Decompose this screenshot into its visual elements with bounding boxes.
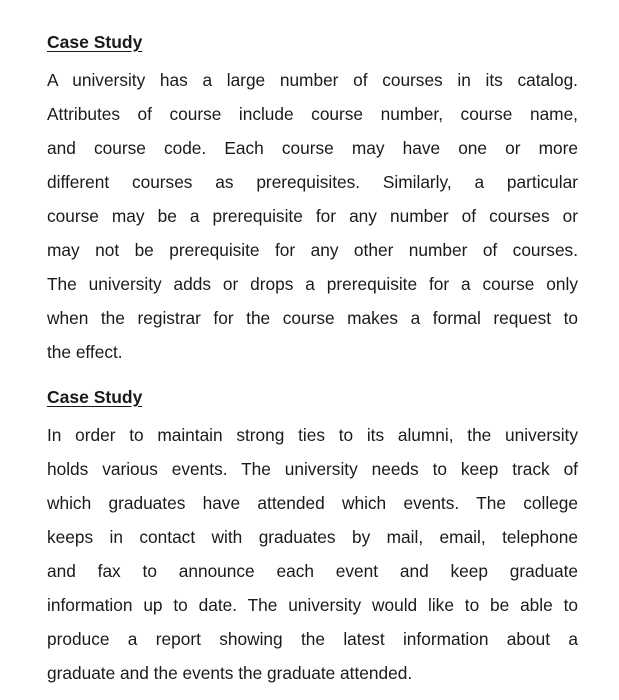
paragraph-line: which graduates have attended which events. The college xyxy=(47,493,578,513)
paragraph-line: produce a report showing the latest information about a xyxy=(47,629,578,649)
case-study-section-2 xyxy=(47,385,578,690)
section-heading: Case Study xyxy=(47,32,143,52)
paragraph-line: Attributes of course include course number, course name, xyxy=(47,104,578,124)
section-paragraph xyxy=(47,418,578,690)
case-study-section-1 xyxy=(47,30,578,369)
paragraph-line: when the registrar for the course makes a formal request to xyxy=(47,308,578,328)
section-heading: Case Study xyxy=(47,387,143,407)
paragraph-line: different courses as prerequisites. Similarly, a particular xyxy=(47,172,578,192)
paragraph-line: the effect. xyxy=(47,342,123,362)
paragraph-line: graduate and the events the graduate attended. xyxy=(47,663,413,683)
paragraph-line: may not be prerequisite for any other number of courses. xyxy=(47,240,578,260)
paragraph-line: holds various events. The university needs to keep track of xyxy=(47,459,578,479)
paragraph-line: In order to maintain strong ties to its alumni, the university xyxy=(47,425,578,445)
section-paragraph xyxy=(47,63,578,369)
paragraph-line: keeps in contact with graduates by mail, email, telephone xyxy=(47,527,578,547)
paragraph-line: The university adds or drops a prerequisite for a course only xyxy=(47,274,578,294)
paragraph-line: course may be a prerequisite for any number of courses or xyxy=(47,206,578,226)
paragraph-line: and fax to announce each event and keep graduate xyxy=(47,561,578,581)
paragraph-line: information up to date. The university would like to be able to xyxy=(47,595,578,615)
paragraph-line: A university has a large number of courses in its catalog. xyxy=(47,70,578,90)
paragraph-line: and course code. Each course may have one or more xyxy=(47,138,578,158)
